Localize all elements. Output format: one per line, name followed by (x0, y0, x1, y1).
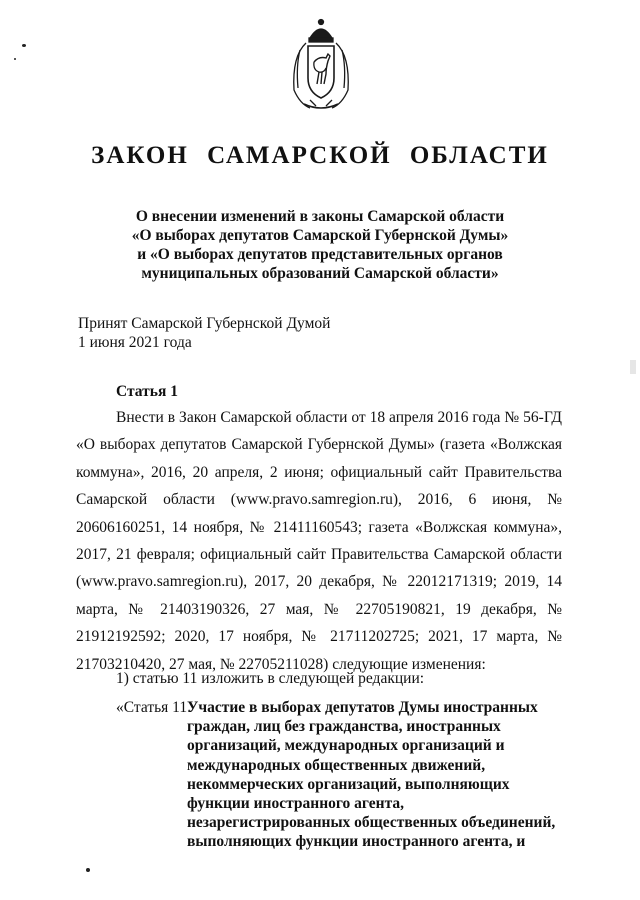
coat-of-arms-graphic (286, 16, 356, 116)
subtitle-line: муниципальных образований Самарской области» (141, 265, 499, 282)
scan-speck (14, 58, 16, 60)
amendment-item: 1) статью 11 изложить в следующей редакции: (116, 670, 425, 687)
adoption-body: Принят Самарской Губернской Думой (78, 315, 331, 332)
subtitle-line: и «О выборах депутатов представительных органов (137, 246, 503, 263)
adoption-date: 1 июня 2021 года (78, 334, 192, 351)
scan-edge-mark (630, 360, 636, 374)
quoted-article-number: «Статья 11. (116, 699, 191, 716)
subtitle-line: О внесении изменений в законы Самарской области (135, 208, 505, 225)
quoted-article-heading: Участие в выборах депутатов Думы иностранных граждан, лиц без гражданства, иностранных организаций, международных организаций и международных общественных движений, некоммерческих организаций, выполняющих функции иностранного агента, незарегистрированных общественных объединений, выполняющих функции иностранного агента, и (187, 699, 556, 851)
scan-speck (22, 44, 26, 47)
adoption-note (78, 314, 330, 352)
subtitle-line: «О выборах депутатов Самарской Губернской Думы» (131, 227, 509, 244)
article-paragraph: Внести в Закон Самарской области от 18 апреля 2016 года № 56-ГД «О выборах депутатов Самарской Губернской Думы» (газета «Волжская коммуна», 2016, 20 апреля, 2 июня; официальный сайт Правительства Самарской области (www.pravo.samregion.ru), 2016, 6 июня, № 20606160251, 14 ноября, № 21411160543; газета «Волжская коммуна», 2017, 21 февраля; официальный сайт Правительства Самарской области (www.pravo.samregion.ru), 2017, 20 декабря, № 22012171319; 2019, 14 марта, № 21403190326, 27 мая, № 22705190821, 19 декабря, № 21912192592; 2020, 17 ноября, № 21711202725; 2021, 17 марта, № 21703210420, 27 мая, № 22705211028) следующие изменения: (76, 409, 562, 673)
coat-of-arms-icon (286, 16, 356, 116)
law-title: ЗАКОН САМАРСКОЙ ОБЛАСТИ (91, 142, 549, 169)
law-subtitle (80, 207, 560, 283)
article-heading: Статья 1 (116, 383, 178, 400)
scan-speck (86, 868, 90, 872)
